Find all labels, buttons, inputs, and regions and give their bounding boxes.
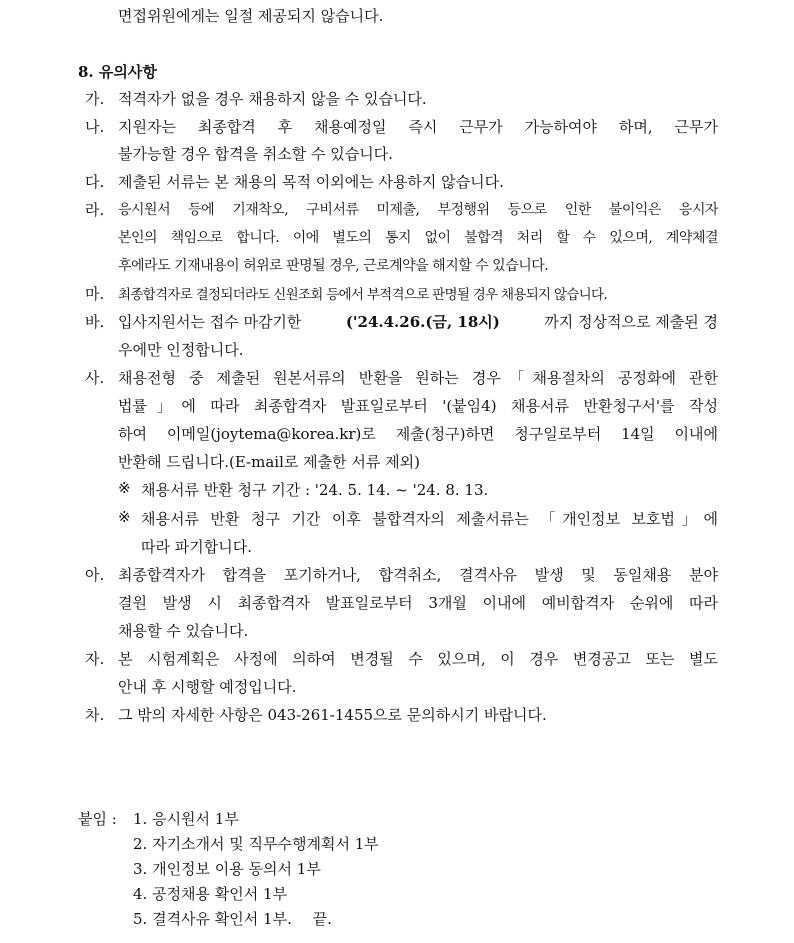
- item-label: 차.: [85, 706, 105, 724]
- item-text: 법률」에 따라 최종합격자 발표일로부터 '(붙임4) 채용서류 반환청구서'를 작성: [118, 397, 718, 415]
- item-text-part: 입사지원서는 접수 마감기한: [118, 313, 302, 331]
- item-text: 최종합격자가 합격을 포기하거나, 합격취소, 결격사유 발생 및 동일채용 분야: [118, 566, 718, 584]
- item-label: 다.: [85, 173, 105, 191]
- item-text: 적격자가 없을 경우 채용하지 않을 수 있습니다.: [118, 90, 427, 108]
- attachment-item: 4. 공정채용 확인서 1부: [133, 885, 288, 903]
- item-label: 가.: [85, 90, 105, 108]
- attachments-label: 붙임 :: [78, 810, 117, 828]
- item-text: 하여 이메일(joytema@korea.kr)로 제출(청구)하면 청구일로부터 14일 이내에: [118, 425, 718, 443]
- attachment-item: 3. 개인정보 이용 동의서 1부: [133, 860, 321, 878]
- item-label: 사.: [85, 369, 105, 387]
- item-text: 본 시험계획은 사정에 의하여 변경될 수 있으며, 이 경우 변경공고 또는 별도: [118, 650, 718, 668]
- note-text: 따라 파기합니다.: [141, 538, 252, 556]
- item-text: 우에만 인정합니다.: [118, 341, 244, 359]
- item-label: 마.: [85, 285, 105, 303]
- section-title: 8. 유의사항: [78, 63, 157, 81]
- item-text: [118, 311, 718, 332]
- note-text: 채용서류 반환 청구 기간 : '24. 5. 14. ~ '24. 8. 13.: [141, 481, 489, 499]
- item-text: 안내 후 시행할 예정입니다.: [118, 678, 297, 696]
- item-text: 제출된 서류는 본 채용의 목적 이외에는 사용하지 않습니다.: [118, 173, 504, 191]
- deadline-text: ('24.4.26.(금, 18시): [345, 313, 500, 331]
- item-label: 라.: [85, 201, 105, 219]
- item-text: 채용전형 중 제출된 원본서류의 반환을 원하는 경우「채용절차의 공정화에 관한: [118, 369, 718, 387]
- item-text: 불가능할 경우 합격을 취소할 수 있습니다.: [118, 145, 393, 163]
- item-label: 자.: [85, 650, 105, 668]
- item-label: 바.: [85, 313, 105, 331]
- attachment-item: 2. 자기소개서 및 직무수행계획서 1부: [133, 835, 379, 853]
- attachment-item: 1. 응시원서 1부: [133, 810, 239, 828]
- attachment-item: [133, 908, 332, 929]
- item-label: 나.: [85, 118, 105, 136]
- note-text: 채용서류 반환 청구 기간 이후 불합격자의 제출서류는 「개인정보 보호법」에: [141, 510, 718, 528]
- end-mark: 끝.: [312, 910, 332, 928]
- item-text: 본인의 책임으로 합니다. 이에 별도의 통지 없이 불합격 처리 할 수 있으며, 계약체결: [118, 230, 718, 246]
- item-text: 최종합격자로 결정되더라도 신원조회 등에서 부적격으로 판명될 경우 채용되지 않습니다.: [118, 287, 607, 303]
- item-text: 채용할 수 있습니다.: [118, 622, 249, 640]
- note-mark: ※: [118, 479, 131, 497]
- item-text: 지원자는 최종합격 후 채용예정일 즉시 근무가 가능하여야 하며, 근무가: [118, 118, 718, 136]
- note-mark: ※: [118, 508, 131, 526]
- item-text: 그 밖의 자세한 사항은 043-261-1455으로 문의하시기 바랍니다.: [118, 706, 547, 724]
- item-text-part: 까지 정상적으로 제출된 경: [544, 313, 718, 331]
- item-text: 반환해 드립니다.(E-mail로 제출한 서류 제외): [118, 453, 420, 471]
- item-text: 응시원서 등에 기재착오, 구비서류 미제출, 부정행위 등으로 인한 불이익은 응시자: [118, 202, 718, 218]
- continuation-line: 면접위원에게는 일절 제공되지 않습니다.: [118, 7, 384, 25]
- item-text: 후에라도 기재내용이 허위로 판명될 경우, 근로계약을 해지할 수 있습니다.: [118, 258, 549, 274]
- item-text: 결원 발생 시 최종합격자 발표일로부터 3개월 이내에 예비합격자 순위에 따라: [118, 594, 718, 612]
- item-label: 아.: [85, 566, 105, 584]
- attachment-item-text: 5. 결격사유 확인서 1부.: [133, 910, 292, 928]
